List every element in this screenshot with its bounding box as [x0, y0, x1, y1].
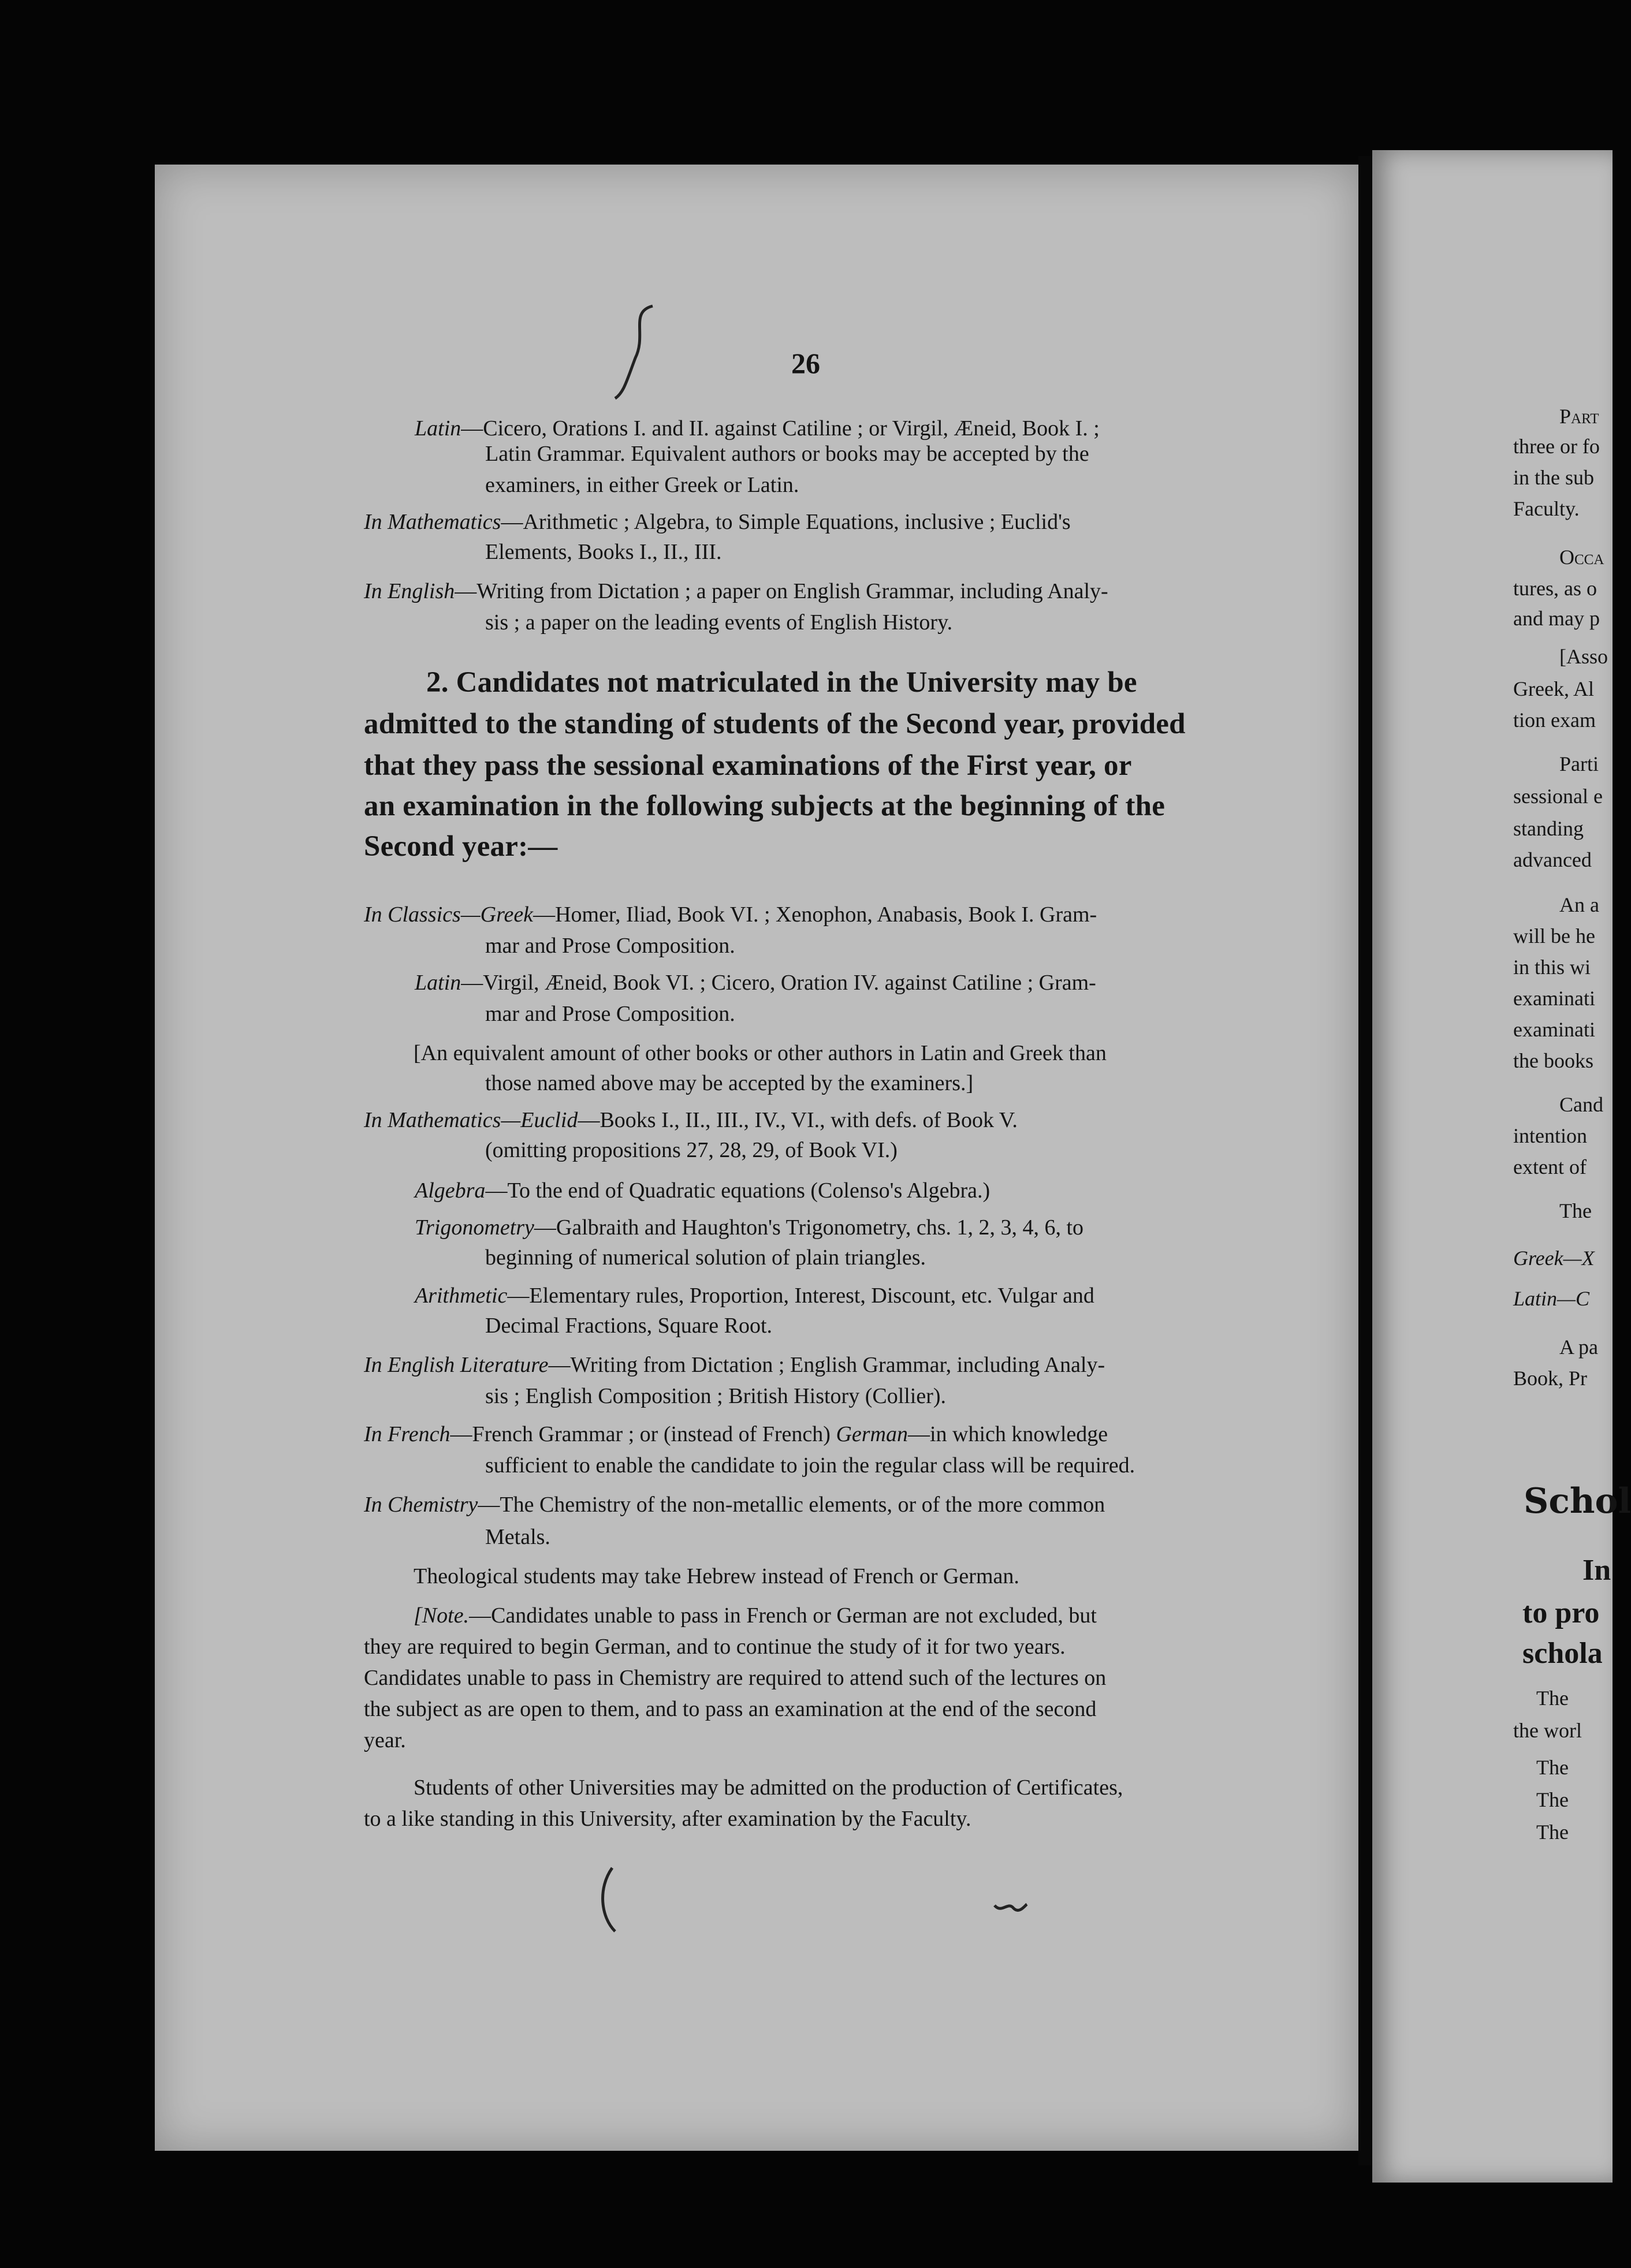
- note-line-4: the subject as are open to them, and to pass an examination at the end of the second: [364, 1697, 1097, 1721]
- right-line-28: Book, Pr: [1513, 1367, 1588, 1390]
- latin-entry-line-2: Latin Grammar. Equivalent authors or books may be accepted by the: [485, 442, 1089, 466]
- right-line-25: Greek—X: [1513, 1247, 1595, 1270]
- right-line-24: The: [1559, 1199, 1592, 1222]
- right-line-20: the books: [1513, 1049, 1593, 1072]
- latin2-entry-line-2: mar and Prose Composition.: [485, 1002, 735, 1026]
- mathematics2-entry-line-1: In Mathematics—Euclid—Books I., II., III., IV., VI., with defs. of Book V.: [364, 1108, 1018, 1132]
- classics-entry-line-1: In Classics—Greek—Homer, Iliad, Book VI. ; Xenophon, Anabasis, Book I. Gram-: [364, 902, 1097, 927]
- right-line-6: tures, as o: [1513, 577, 1597, 600]
- right-big-line-2: to pro: [1522, 1596, 1600, 1629]
- para2-line-3: that they pass the sessional examinations of the First year, or: [364, 749, 1132, 782]
- right-line-1: Part: [1559, 405, 1599, 428]
- handwritten-bracket-mark: [595, 1865, 618, 1934]
- latin-entry-line-1: Latin—Cicero, Orations I. and II. against Catiline ; or Virgil, Æneid, Book I. ;: [415, 416, 1100, 441]
- right-line-9: Greek, Al: [1513, 677, 1594, 700]
- right-bottom-line-3: The: [1536, 1756, 1569, 1779]
- page-number: 26: [791, 347, 820, 379]
- right-line-22: intention: [1513, 1124, 1587, 1147]
- right-line-18: examinati: [1513, 987, 1595, 1010]
- english-entry-line-2: sis ; a paper on the leading events of English History.: [485, 610, 953, 635]
- chemistry-entry-line-2: Metals.: [485, 1525, 550, 1549]
- latin2-entry-line-1: Latin—Virgil, Æneid, Book VI. ; Cicero, Oration IV. against Catiline ; Gram-: [415, 971, 1096, 995]
- mathematics-entry-line-1: In Mathematics—Arithmetic ; Algebra, to Simple Equations, inclusive ; Euclid's: [364, 510, 1071, 534]
- right-bottom-line-2: the worl: [1513, 1719, 1582, 1742]
- right-line-3: in the sub: [1513, 466, 1594, 489]
- note-line-1: [Note.—Candidates unable to pass in French or German are not excluded, but: [414, 1603, 1097, 1628]
- para2-line-2: admitted to the standing of students of the Second year, provided: [364, 708, 1186, 740]
- right-line-23: extent of: [1513, 1155, 1587, 1178]
- mathematics2-entry-line-2: (omitting propositions 27, 28, 29, of Book VI.): [485, 1138, 898, 1162]
- english-entry-line-1: In English—Writing from Dictation ; a paper on English Grammar, including Analy-: [364, 579, 1108, 603]
- right-line-13: standing: [1513, 817, 1584, 840]
- right-line-2: three or fo: [1513, 435, 1600, 458]
- right-line-15: An a: [1559, 893, 1599, 916]
- right-line-4: Faculty.: [1513, 497, 1580, 520]
- french-entry-line-2: sufficient to enable the candidate to join the regular class will be required.: [485, 1453, 1135, 1478]
- english-literature-entry-line-1: In English Literature—Writing from Dictation ; English Grammar, including Analy-: [364, 1353, 1105, 1377]
- trigonometry-entry-line-2: beginning of numerical solution of plain triangles.: [485, 1245, 926, 1270]
- handwritten-tilde-mark: [993, 1900, 1028, 1917]
- right-line-7: and may p: [1513, 607, 1600, 630]
- right-line-26: Latin—C: [1513, 1287, 1590, 1310]
- arithmetic-entry-line-1: Arithmetic—Elementary rules, Proportion, Interest, Discount, etc. Vulgar and: [415, 1284, 1094, 1308]
- algebra-entry-line-1: Algebra—To the end of Quadratic equations (Colenso's Algebra.): [415, 1178, 990, 1203]
- right-line-11: Parti: [1559, 752, 1599, 775]
- other-universities-line-1: Students of other Universities may be admitted on the production of Certificates,: [414, 1775, 1123, 1800]
- french-entry-line-1: In French—French Grammar ; or (instead of French) German—in which knowledge: [364, 1422, 1108, 1446]
- page-gutter: [1358, 156, 1372, 2165]
- note-line-3: Candidates unable to pass in Chemistry are required to attend such of the lectures on: [364, 1666, 1107, 1690]
- right-section-heading: Schol: [1524, 1481, 1631, 1521]
- right-line-17: in this wi: [1513, 956, 1591, 979]
- para2-line-4: an examination in the following subjects at the beginning of the: [364, 790, 1165, 822]
- right-line-12: sessional e: [1513, 785, 1603, 808]
- arithmetic-entry-line-2: Decimal Fractions, Square Root.: [485, 1314, 773, 1338]
- para2-line-1: 2. Candidates not matriculated in the University may be: [426, 666, 1137, 699]
- right-line-16: will be he: [1513, 924, 1595, 948]
- right-bottom-line-4: The: [1536, 1788, 1569, 1811]
- right-line-10: tion exam: [1513, 708, 1596, 732]
- note-line-5: year.: [364, 1728, 406, 1752]
- classics-entry-line-2: mar and Prose Composition.: [485, 934, 735, 958]
- trigonometry-entry-line-1: Trigonometry—Galbraith and Haughton's Trigonometry, chs. 1, 2, 3, 4, 6, to: [415, 1215, 1084, 1240]
- other-universities-line-2: to a like standing in this University, after examination by the Faculty.: [364, 1807, 971, 1831]
- english-literature-entry-line-2: sis ; English Composition ; British History (Collier).: [485, 1384, 947, 1408]
- para2-line-5: Second year:—: [364, 830, 558, 863]
- right-line-14: advanced: [1513, 848, 1592, 871]
- equivalent-note-line-1: [An equivalent amount of other books or other authors in Latin and Greek than: [414, 1041, 1107, 1065]
- handwritten-s-mark: [612, 300, 664, 404]
- theological-students-line: Theological students may take Hebrew instead of French or German.: [414, 1564, 1019, 1588]
- right-big-line-1: In: [1582, 1554, 1611, 1587]
- right-bottom-line-5: The: [1536, 1821, 1569, 1844]
- right-line-21: Cand: [1559, 1093, 1603, 1116]
- mathematics-entry-line-2: Elements, Books I., II., III.: [485, 540, 722, 564]
- right-line-19: examinati: [1513, 1018, 1595, 1041]
- equivalent-note-line-2: those named above may be accepted by the examiners.]: [485, 1071, 974, 1095]
- right-line-27: A pa: [1559, 1336, 1598, 1359]
- right-line-8: [Asso: [1559, 645, 1608, 668]
- latin-entry-line-3: examiners, in either Greek or Latin.: [485, 473, 799, 497]
- right-bottom-line-1: The: [1536, 1687, 1569, 1710]
- right-big-line-3: schola: [1522, 1637, 1603, 1670]
- right-line-5: Occa: [1559, 546, 1604, 569]
- chemistry-entry-line-1: In Chemistry—The Chemistry of the non-metallic elements, or of the more common: [364, 1493, 1105, 1517]
- note-line-2: they are required to begin German, and to continue the study of it for two years.: [364, 1635, 1066, 1659]
